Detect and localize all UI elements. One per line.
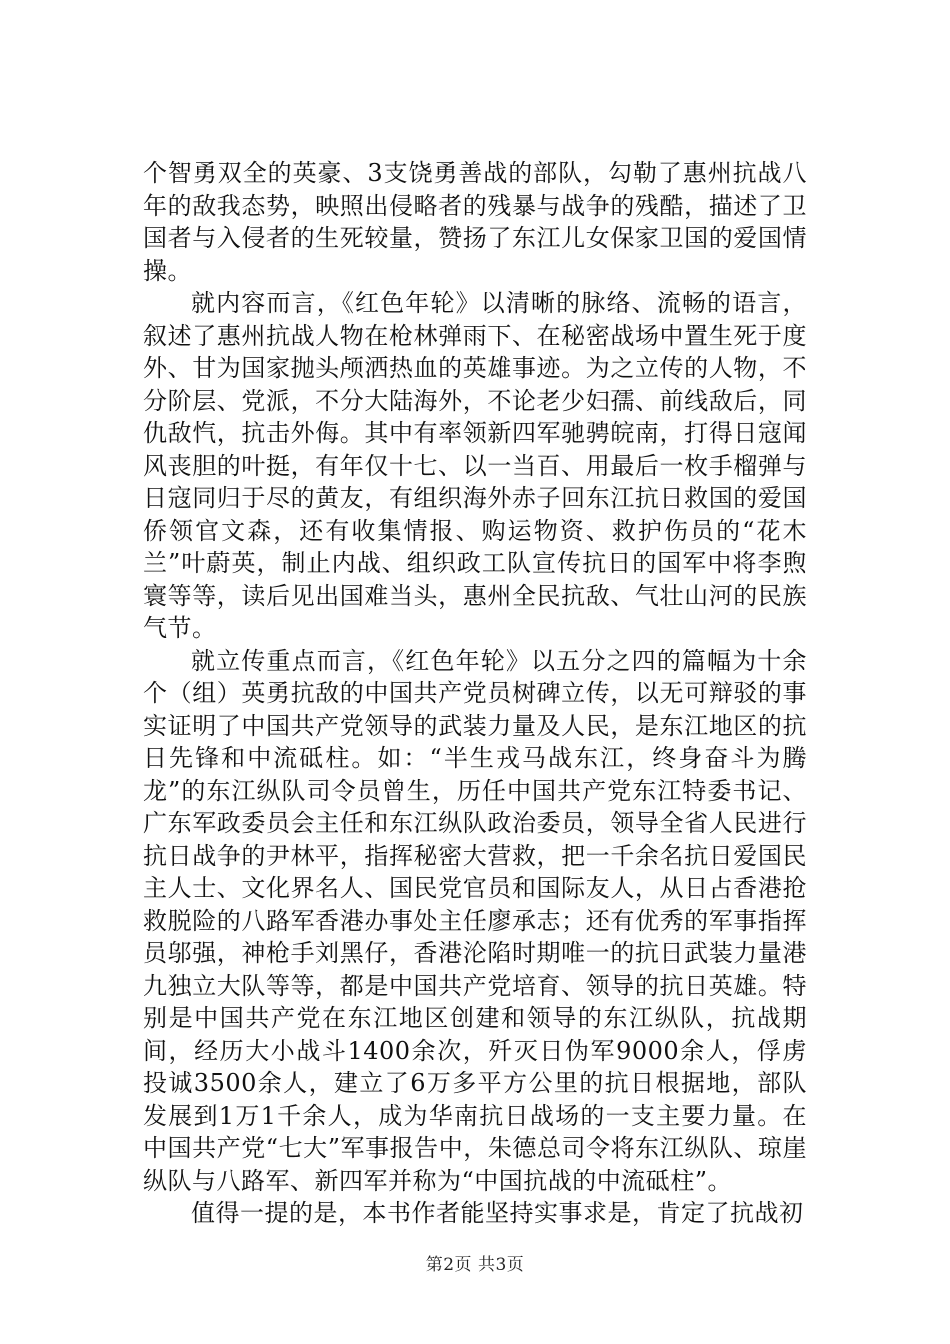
paragraph-noteworthy: 值得一提的是，本书作者能坚持实事求是，肯定了抗战初 [191,1199,804,1227]
paragraph-content: 就内容而言，《红色年轮》以清晰的脉络、流畅的语言，叙述了惠州抗战人物在枪林弹雨下、在秘密战场中置生死于度外、甘为国家抛头颅洒热血的英雄事迹。为之立传的人物，不分阶层、党派，不分大陆海外，不论老少妇孺、前线敌后，同仇敌忾，抗击外侮。其中有率领新四军驰骋皖南，打得日寇闻风丧胆的叶挺，有年仅十七、以一当百、用最后一枚手榴弹与日寇同归于尽的黄友，有组织海外赤子回东江抗日救国的爱国侨领官文森，还有收集情报、购运物资、救护伤员的“花木兰”叶蔚英，制止内战、组织政工队宣传抗日的国军中将李煦寰等等，读后见出国难当头，惠州全民抗敌、气壮山河的民族气节。 [143,289,807,642]
paragraph-continuation: 个智勇双全的英豪、3支饶勇善战的部队，勾勒了惠州抗战八年的敌我态势，映照出侵略者的残暴与战争的残酷，描述了卫国者与入侵者的生死较量，赞扬了东江儿女保家卫国的爱国情操。 [143,159,807,285]
paragraph-focus: 就立传重点而言，《红色年轮》以五分之四的篇幅为十余个（组）英勇抗敌的中国共产党员树碑立传，以无可辩驳的事实证明了中国共产党领导的武装力量及人民，是东江地区的抗日先锋和中流砥柱。如：“半生戎马战东江，终身奋斗为腾龙”的东江纵队司令员曾生，历任中国共产党东江特委书记、广东军政委员会主任和东江纵队政治委员，领导全省人民进行抗日战争的尹林平，指挥秘密大营救，把一千余名抗日爱国民主人士、文化界名人、国民党官员和国际友人，从日占香港抢救脱险的八路军香港办事处主任廖承志；还有优秀的军事指挥员邬强，神枪手刘黑仔，香港沦陷时期唯一的抗日武装力量港九独立大队等等，都是中国共产党培育、领导的抗日英雄。特别是中国共产党在东江地区创建和领导的东江纵队，抗战期间，经历大小战斗1400余次，歼灭日伪军9000余人，俘虏投诚3500余人，建立了6万多平方公里的抗日根据地，部队发展到1万1千余人，成为华南抗日战场的一支主要力量。在中国共产党“七大”军事报告中，朱德总司令将东江纵队、琼崖纵队与八路军、新四军并称为“中国抗战的中流砥柱”。 [143,646,807,1195]
body-text [143,157,807,1230]
page-footer: 第2页 共3页 [425,1255,525,1275]
